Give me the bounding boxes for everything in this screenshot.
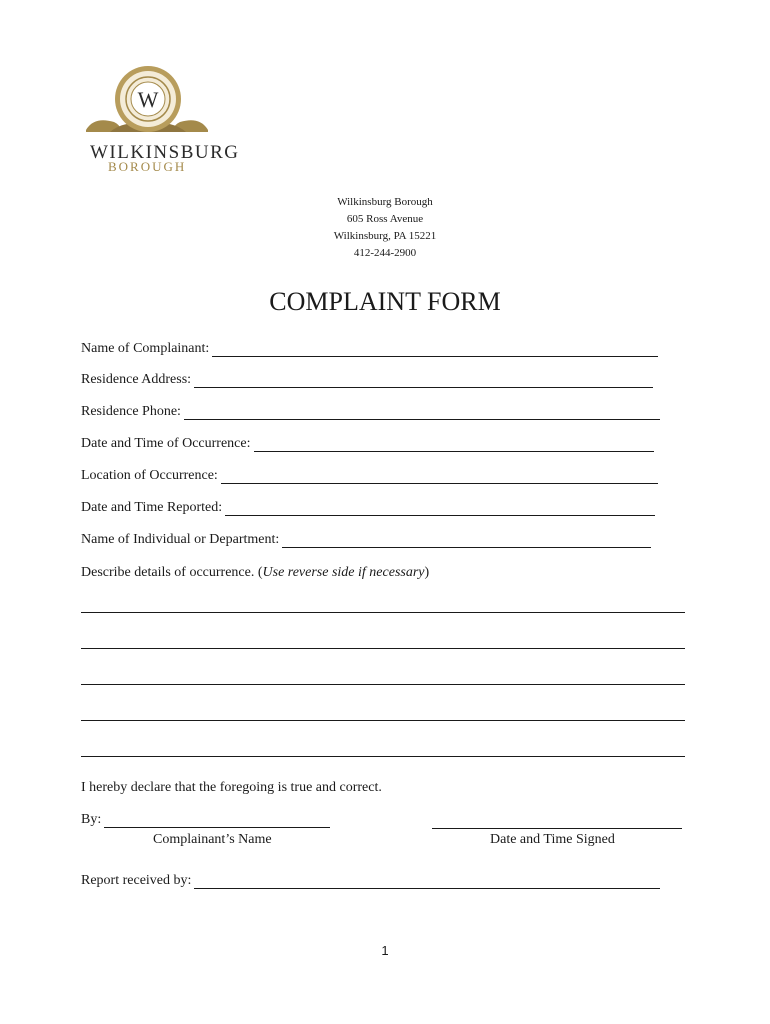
field-label: Name of Individual or Department: bbox=[81, 532, 280, 547]
fill-line[interactable] bbox=[225, 501, 655, 516]
field-label: Location of Occurrence: bbox=[81, 468, 218, 483]
field-label: Name of Complainant: bbox=[81, 341, 210, 356]
fill-line[interactable] bbox=[194, 874, 660, 889]
individual-department-field[interactable] bbox=[81, 532, 651, 548]
details-line[interactable] bbox=[81, 756, 685, 757]
field-label: Date and Time of Occurrence: bbox=[81, 436, 251, 451]
phone-line: 412-244-2900 bbox=[353, 247, 417, 259]
details-line[interactable] bbox=[81, 648, 685, 649]
reverse-side-hint: Use reverse side if necessary bbox=[262, 565, 425, 580]
field-label: Residence Address: bbox=[81, 372, 192, 387]
residence-phone-field[interactable] bbox=[81, 404, 660, 420]
clock-seal-icon bbox=[84, 64, 214, 144]
svg-text:W: W bbox=[137, 87, 159, 112]
by-label: By: bbox=[81, 812, 102, 827]
page-number: 1 bbox=[381, 943, 389, 958]
location-occurrence-field[interactable] bbox=[81, 468, 658, 484]
date-time-occurrence-field[interactable] bbox=[81, 436, 654, 452]
fill-line[interactable] bbox=[212, 342, 658, 357]
details-line[interactable] bbox=[81, 612, 685, 613]
form-title: COMPLAINT FORM bbox=[269, 287, 501, 316]
complainant-name-caption: Complainant’s Name bbox=[153, 832, 272, 847]
fill-line[interactable] bbox=[282, 533, 651, 548]
date-signed-caption: Date and Time Signed bbox=[490, 832, 615, 847]
address-line: Wilkinsburg, PA 15221 bbox=[333, 230, 437, 242]
date-time-reported-field[interactable] bbox=[81, 500, 655, 516]
address-line: 605 Ross Avenue bbox=[346, 213, 424, 225]
complainant-signature-line[interactable] bbox=[104, 813, 330, 828]
borough-address bbox=[0, 194, 770, 262]
address-line: Wilkinsburg Borough bbox=[337, 196, 433, 208]
fill-line[interactable] bbox=[194, 373, 653, 388]
logo-subtitle: BOROUGH bbox=[108, 159, 187, 174]
fill-line[interactable] bbox=[221, 469, 658, 484]
date-signed-line[interactable] bbox=[432, 828, 682, 829]
residence-address-field[interactable] bbox=[81, 372, 653, 388]
describe-details-label: Describe details of occurrence. (Use reverse side if necessary) bbox=[81, 565, 430, 580]
logo-wordmark: WILKINSBURG bbox=[90, 142, 240, 163]
report-received-field[interactable] bbox=[81, 873, 660, 889]
borough-logo bbox=[84, 64, 240, 174]
field-label: Date and Time Reported: bbox=[81, 500, 223, 515]
field-label: Residence Phone: bbox=[81, 404, 181, 419]
field-label: Report received by: bbox=[81, 873, 192, 888]
fill-line[interactable] bbox=[254, 437, 654, 452]
declaration-text: I hereby declare that the foregoing is true and correct. bbox=[81, 780, 382, 795]
signature-field[interactable] bbox=[81, 812, 330, 828]
fill-line[interactable] bbox=[184, 405, 660, 420]
complainant-name-field[interactable] bbox=[81, 341, 658, 357]
details-line[interactable] bbox=[81, 720, 685, 721]
details-line[interactable] bbox=[81, 684, 685, 685]
